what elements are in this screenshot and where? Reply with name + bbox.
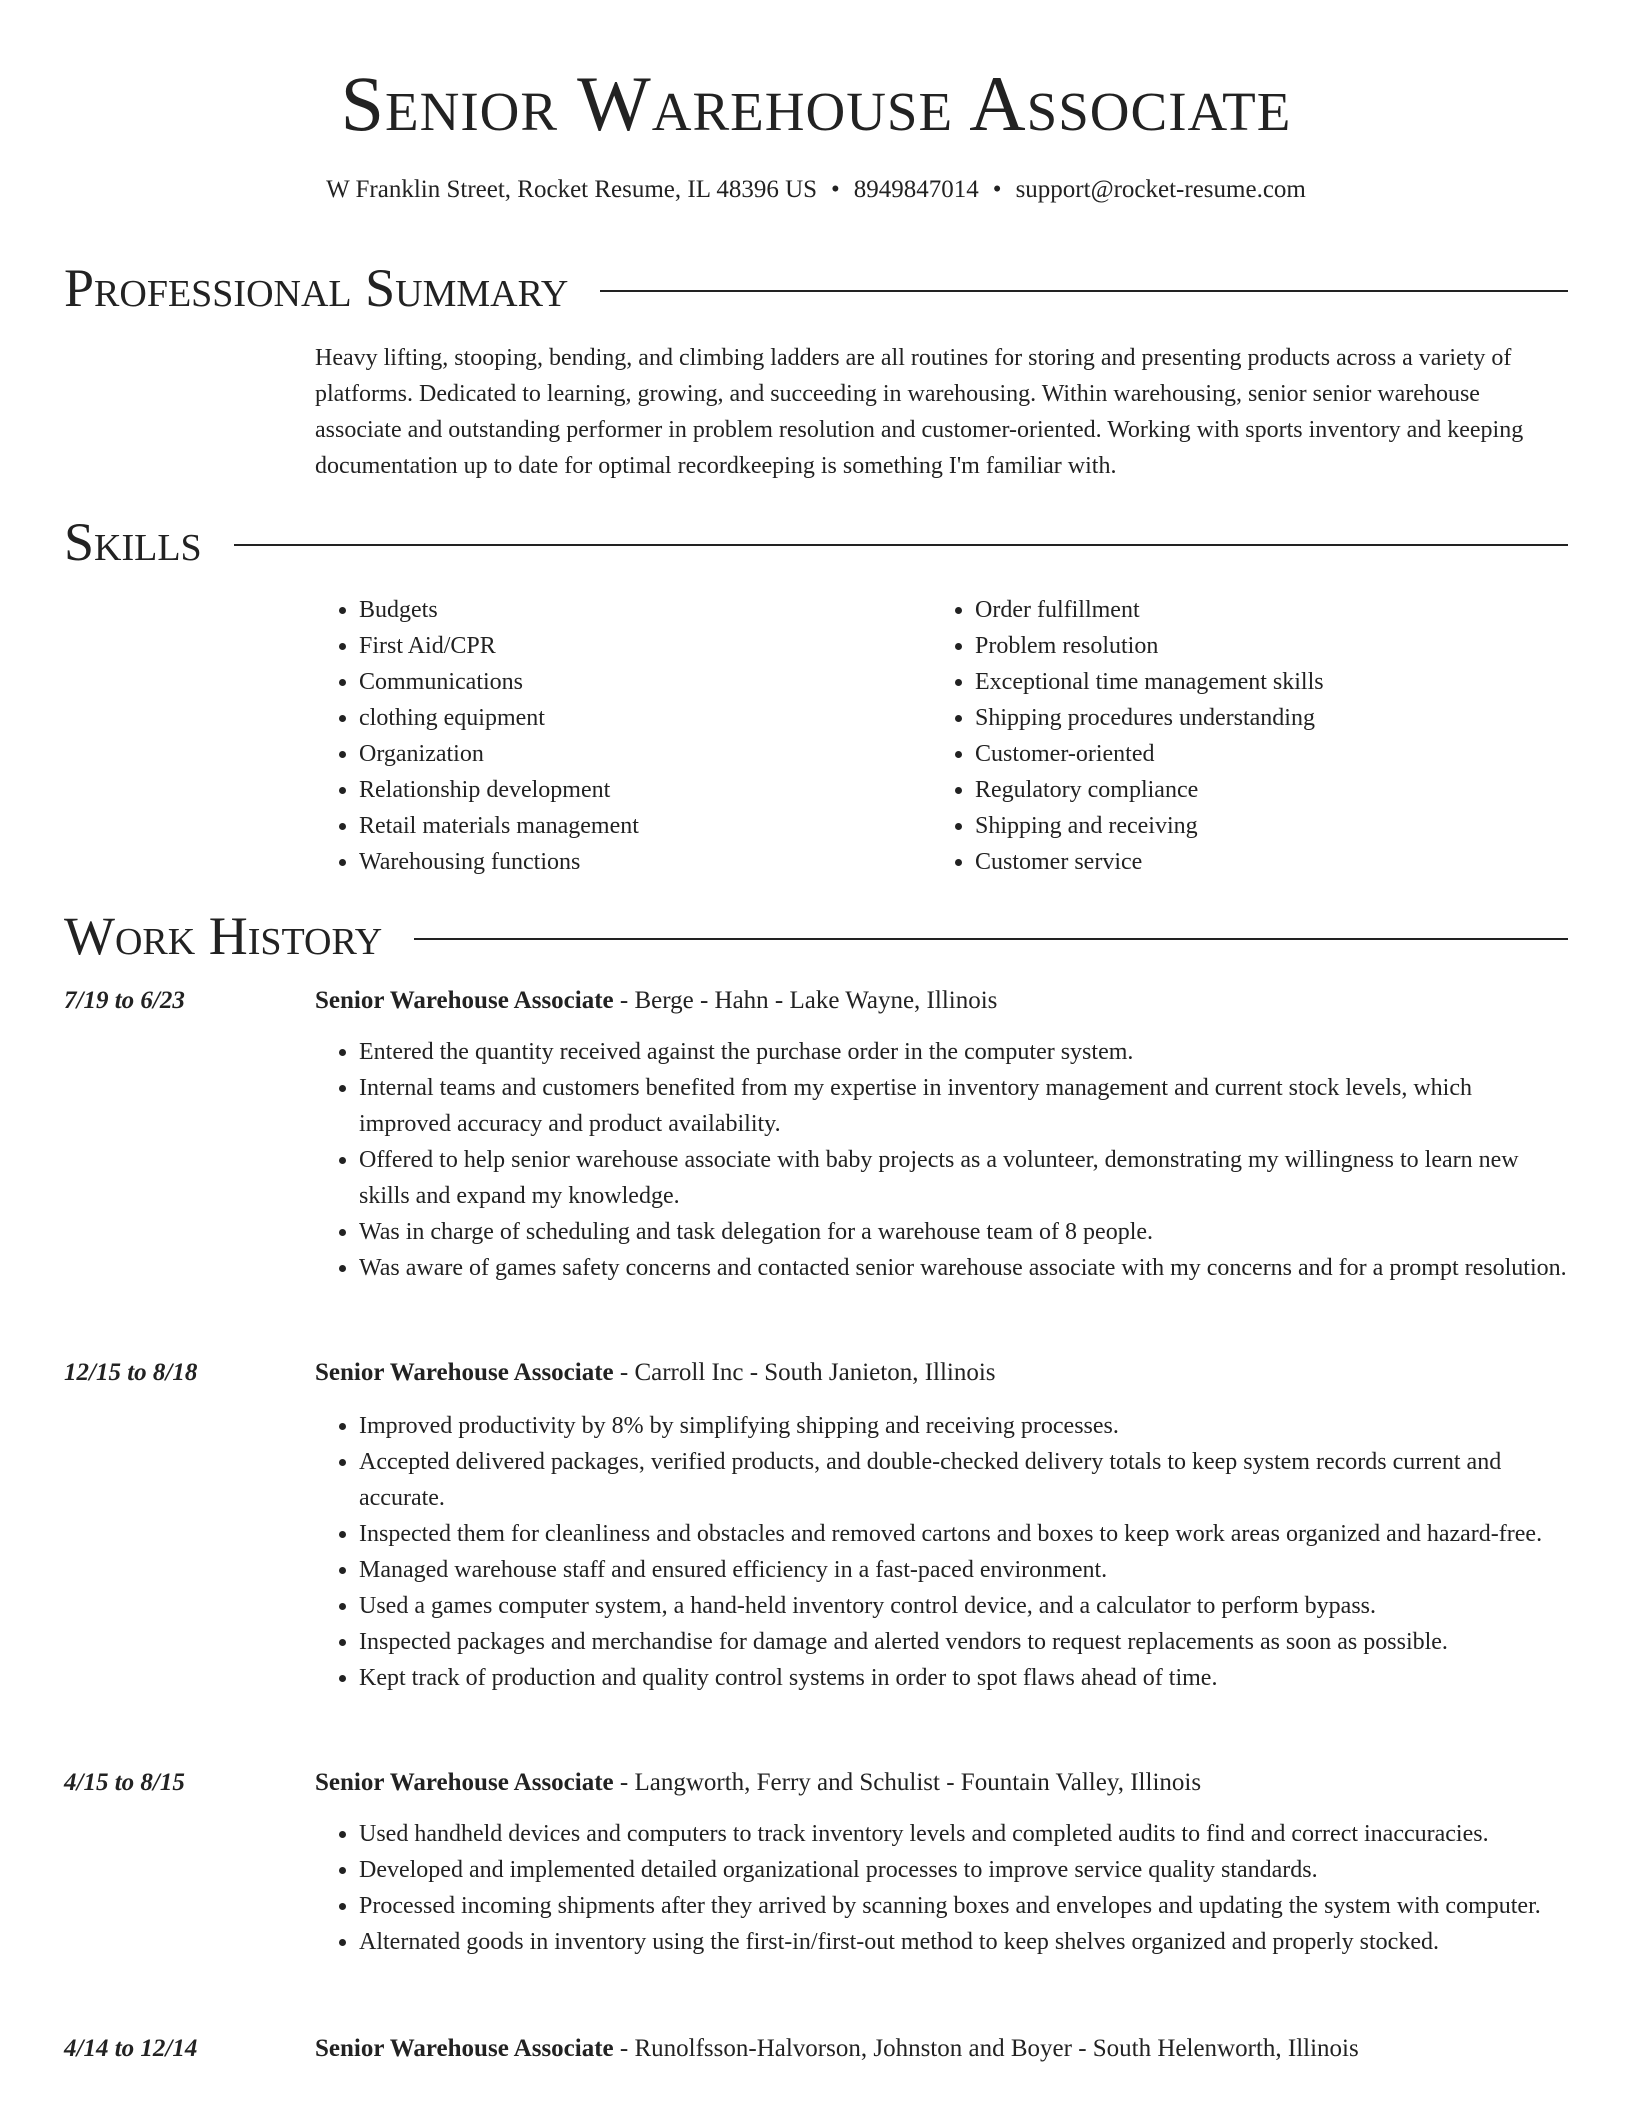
skills-section-header (64, 510, 1568, 574)
skills-list-right (931, 592, 1547, 880)
job-heading (315, 2032, 1568, 2066)
contact-separator: • (831, 176, 840, 203)
skill-item: • clothing equipment (359, 700, 931, 736)
job-bullet: • Was in charge of scheduling and task delegation for a warehouse team of 8 people. (359, 1214, 1568, 1250)
job-bullet: • Processed incoming shipments after they arrived by scanning boxes and envelopes and updating the system with computer. (359, 1888, 1568, 1924)
job-heading (315, 1766, 1568, 1800)
job-dates: 4/15 to 8/15 (64, 1769, 185, 1796)
job-bullet: • Offered to help senior warehouse associate with baby projects as a volunteer, demonstrating my willingness to learn new skills and expand my knowledge. (359, 1142, 1568, 1214)
skill-item: • Regulatory compliance (975, 772, 1547, 808)
job-bullet: • Internal teams and customers benefited from my expertise in inventory management and current stock levels, which improved accuracy and product availability. (359, 1070, 1568, 1142)
section-divider (600, 290, 1568, 292)
skill-item: • Organization (359, 736, 931, 772)
job-title: Senior Warehouse Associate (315, 987, 614, 1014)
skill-item: • Customer service (975, 844, 1547, 880)
job-title: Senior Warehouse Associate (315, 2035, 614, 2062)
skill-item: • Communications (359, 664, 931, 700)
job-bullets (315, 1034, 1568, 1286)
job-bullet: • Used handheld devices and computers to track inventory levels and completed audits to find and correct inaccuracies. (359, 1816, 1568, 1852)
job-bullet: • Improved productivity by 8% by simplifying shipping and receiving processes. (359, 1408, 1568, 1444)
job-bullet: • Alternated goods in inventory using the first-in/first-out method to keep shelves organized and properly stocked. (359, 1924, 1568, 1960)
contact-line (0, 174, 1632, 206)
skill-item: • Budgets (359, 592, 931, 628)
skill-item: • Shipping and receiving (975, 808, 1547, 844)
skill-item: • Exceptional time management skills (975, 664, 1547, 700)
job-bullet: • Inspected packages and merchandise for damage and alerted vendors to request replacements as soon as possible. (359, 1624, 1568, 1660)
job-dates: 4/14 to 12/14 (64, 2035, 198, 2062)
job-bullet: • Developed and implemented detailed organizational processes to improve service quality standards. (359, 1852, 1568, 1888)
job-bullet: • Was aware of games safety concerns and contacted senior warehouse associate with my concerns and for a prompt resolution. (359, 1250, 1568, 1286)
job-company: - Carroll Inc - South Janieton, Illinois (613, 1359, 996, 1386)
job-bullet: • Used a games computer system, a hand-held inventory control device, and a calculator to perform bypass. (359, 1588, 1568, 1624)
contact-email[interactable]: support@rocket-resume.com (1015, 176, 1306, 203)
work-history-section-header (64, 904, 1568, 968)
job-dates: 7/19 to 6/23 (64, 987, 185, 1014)
skill-item: • Customer-oriented (975, 736, 1547, 772)
section-title-summary: Professional Summary (64, 258, 569, 318)
job-bullets (315, 1816, 1568, 1960)
job-heading (315, 984, 1568, 1018)
skill-item: • Problem resolution (975, 628, 1547, 664)
job-bullets (315, 1408, 1568, 1696)
summary-section-header (64, 256, 1568, 320)
job-bullet: • Entered the quantity received against the purchase order in the computer system. (359, 1034, 1568, 1070)
section-divider (234, 544, 1568, 546)
resume-name: Senior Warehouse Associate (340, 60, 1292, 147)
job-company: - Runolfsson-Halvorson, Johnston and Boyer - South Helenworth, Illinois (613, 2035, 1359, 2062)
section-divider (414, 938, 1568, 940)
job-bullet: • Kept track of production and quality control systems in order to spot flaws ahead of time. (359, 1660, 1568, 1696)
job-company: - Langworth, Ferry and Schulist - Fountain Valley, Illinois (613, 1769, 1202, 1796)
skills-list-left (315, 592, 931, 880)
skills-columns (315, 592, 1568, 880)
skill-item: • First Aid/CPR (359, 628, 931, 664)
job-bullet: • Inspected them for cleanliness and obstacles and removed cartons and boxes to keep work areas organized and hazard-free. (359, 1516, 1568, 1552)
section-title-work-history: Work History (64, 906, 383, 966)
job-bullet: • Accepted delivered packages, verified products, and double-checked delivery totals to keep system records current and accurate. (359, 1444, 1568, 1516)
job-company: - Berge - Hahn - Lake Wayne, Illinois (613, 987, 998, 1014)
contact-separator: • (992, 176, 1002, 203)
skill-item: • Warehousing functions (359, 844, 931, 880)
section-title-skills: Skills (64, 512, 202, 572)
contact-address: W Franklin Street, Rocket Resume, IL 48396 US (326, 176, 818, 203)
skill-item: • Order fulfillment (975, 592, 1547, 628)
job-dates: 12/15 to 8/18 (64, 1359, 198, 1386)
skill-item: • Retail materials management (359, 808, 931, 844)
summary-text: Heavy lifting, stooping, bending, and climbing ladders are all routines for storing and presenting products across a variety of platforms. Dedicated to learning, growing, and succeeding in warehousing. Within warehousing, senior senior warehouse associate and outstanding performer in problem resolution and customer-oriented. Working with sports inventory and keeping documentation up to date for optimal recordkeeping is something I'm familiar with. (315, 345, 1524, 479)
job-heading (315, 1356, 1568, 1390)
skill-item: • Relationship development (359, 772, 931, 808)
contact-phone[interactable]: 8949847014 (853, 176, 979, 203)
job-bullet: • Managed warehouse staff and ensured efficiency in a fast-paced environment. (359, 1552, 1568, 1588)
skill-item: • Shipping procedures understanding (975, 700, 1547, 736)
job-title: Senior Warehouse Associate (315, 1769, 614, 1796)
job-title: Senior Warehouse Associate (315, 1359, 614, 1386)
